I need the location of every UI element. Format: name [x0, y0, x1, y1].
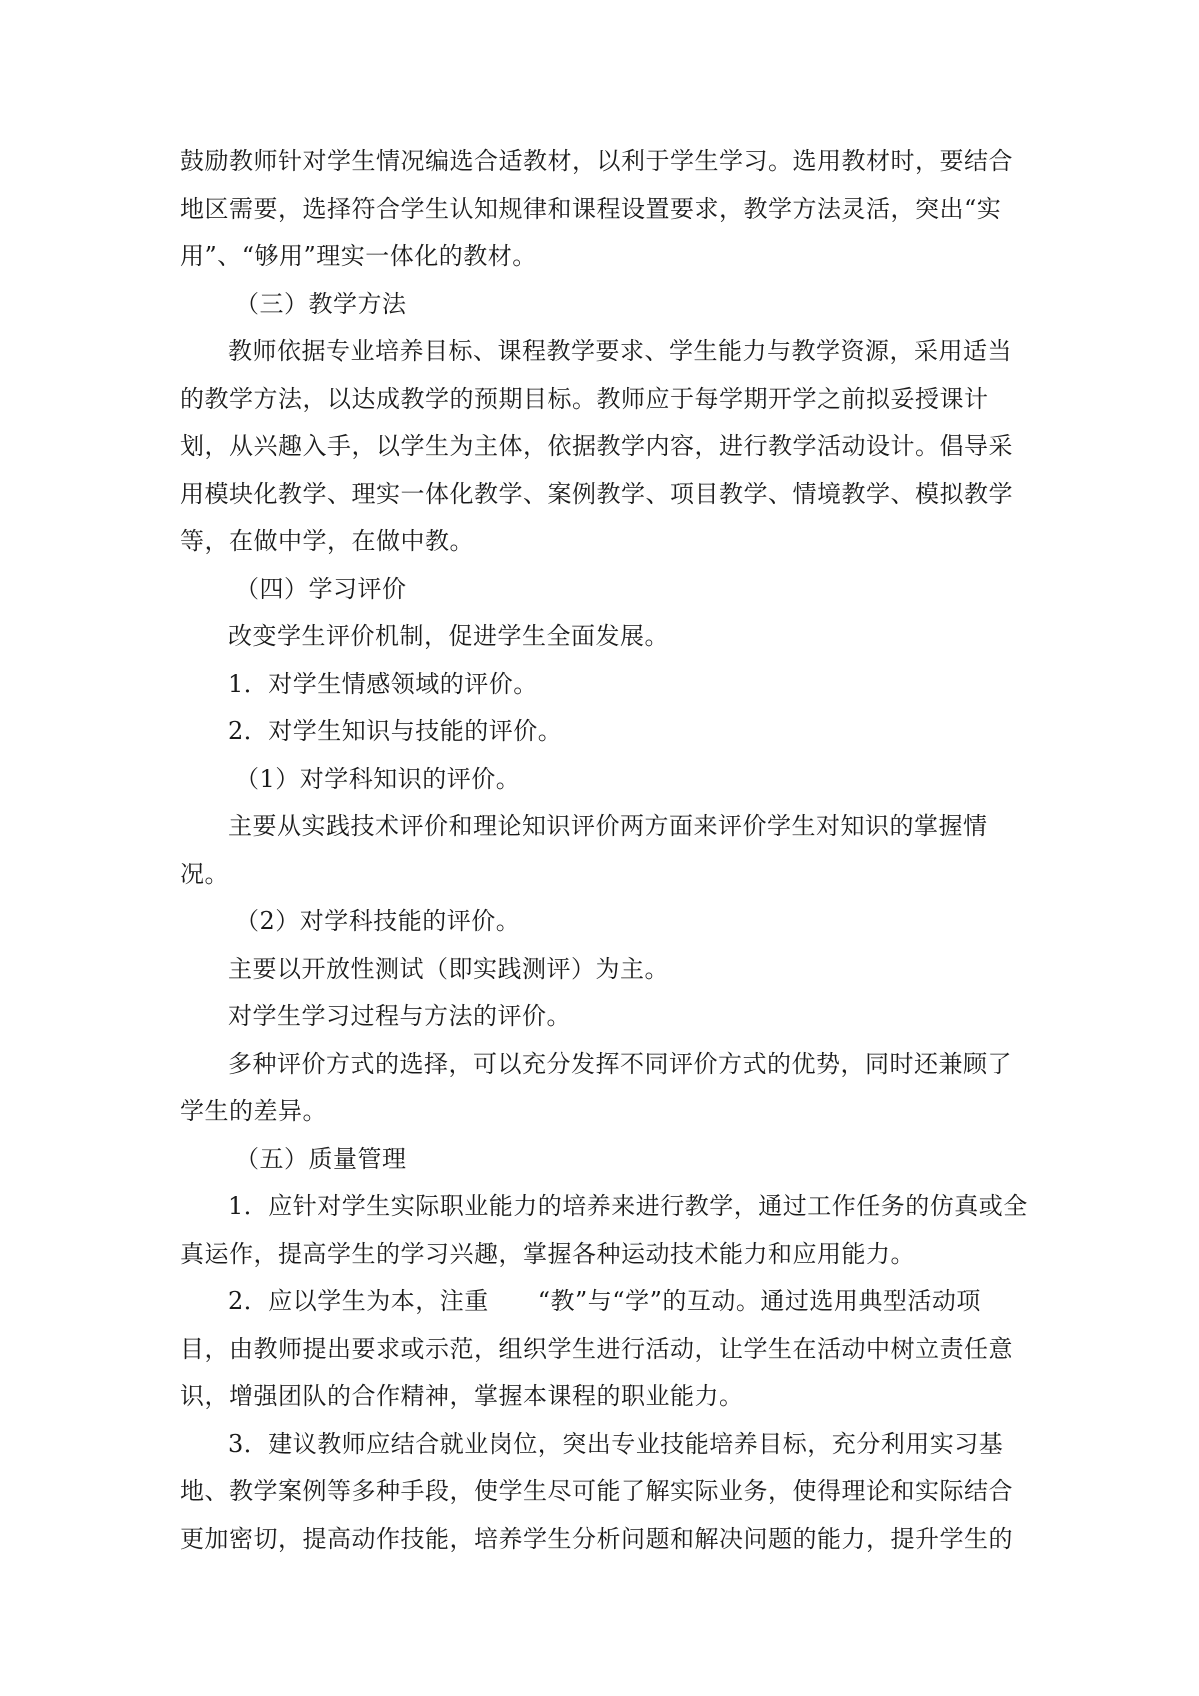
text-line: 教师依据专业培养目标、课程教学要求、学生能力与教学资源，采用适当	[228, 337, 1012, 365]
text-line: 目，由教师提出要求或示范，组织学生进行活动，让学生在活动中树立责任意	[180, 1335, 1013, 1363]
section-heading: （五）质量管理	[235, 1145, 407, 1173]
text-line: 划，从兴趣入手，以学生为主体，依据教学内容，进行教学活动设计。倡导采	[180, 432, 1013, 460]
text-line: 主要从实践技术评价和理论知识评价两方面来评价学生对知识的掌握情	[228, 812, 988, 840]
text-line: 多种评价方式的选择，可以充分发挥不同评价方式的优势，同时还兼顾了	[228, 1050, 1012, 1078]
list-item: 1．应针对学生实际职业能力的培养来进行教学，通过工作任务的仿真或全	[228, 1192, 1028, 1220]
text-line: 用模块化教学、理实一体化教学、案例教学、项目教学、情境教学、模拟教学	[180, 480, 1013, 508]
section-heading: （三）教学方法	[235, 290, 407, 318]
text-line: 地、教学案例等多种手段，使学生尽可能了解实际业务，使得理论和实际结合	[180, 1477, 1013, 1505]
text-line: 地区需要，选择符合学生认知规律和课程设置要求，教学方法灵活，突出“实	[180, 195, 1002, 223]
text-line: 等，在做中学，在做中教。	[180, 527, 474, 555]
text-line: 识，增强团队的合作精神，掌握本课程的职业能力。	[180, 1382, 744, 1410]
list-item: 1．对学生情感领域的评价。	[228, 670, 538, 698]
text-line: 主要以开放性测试（即实践测评）为主。	[228, 955, 669, 983]
section-heading: （四）学习评价	[235, 575, 407, 603]
text-line: 真运作，提高学生的学习兴趣，掌握各种运动技术能力和应用能力。	[180, 1240, 915, 1268]
text-line: 况。	[180, 860, 229, 888]
text-line: 的教学方法，以达成教学的预期目标。教师应于每学期开学之前拟妥授课计	[180, 385, 989, 413]
list-item: 2．应以学生为本，注重 “教”与“学”的互动。通过选用典型活动项	[228, 1287, 981, 1315]
sub-heading: （1）对学科知识的评价。	[235, 765, 521, 793]
text-line: 更加密切，提高动作技能，培养学生分析问题和解决问题的能力，提升学生的	[180, 1525, 1013, 1553]
list-item: 3．建议教师应结合就业岗位，突出专业技能培养目标，充分利用实习基	[228, 1430, 1004, 1458]
text-line: 对学生学习过程与方法的评价。	[228, 1002, 571, 1030]
sub-heading: （2）对学科技能的评价。	[235, 907, 521, 935]
text-line: 用”、“够用”理实一体化的教材。	[180, 242, 537, 270]
text-line: 改变学生评价机制，促进学生全面发展。	[228, 622, 669, 650]
text-line: 学生的差异。	[180, 1097, 327, 1125]
list-item: 2．对学生知识与技能的评价。	[228, 717, 563, 745]
text-line: 鼓励教师针对学生情况编选合适教材，以利于学生学习。选用教材时，要结合	[180, 147, 1013, 175]
